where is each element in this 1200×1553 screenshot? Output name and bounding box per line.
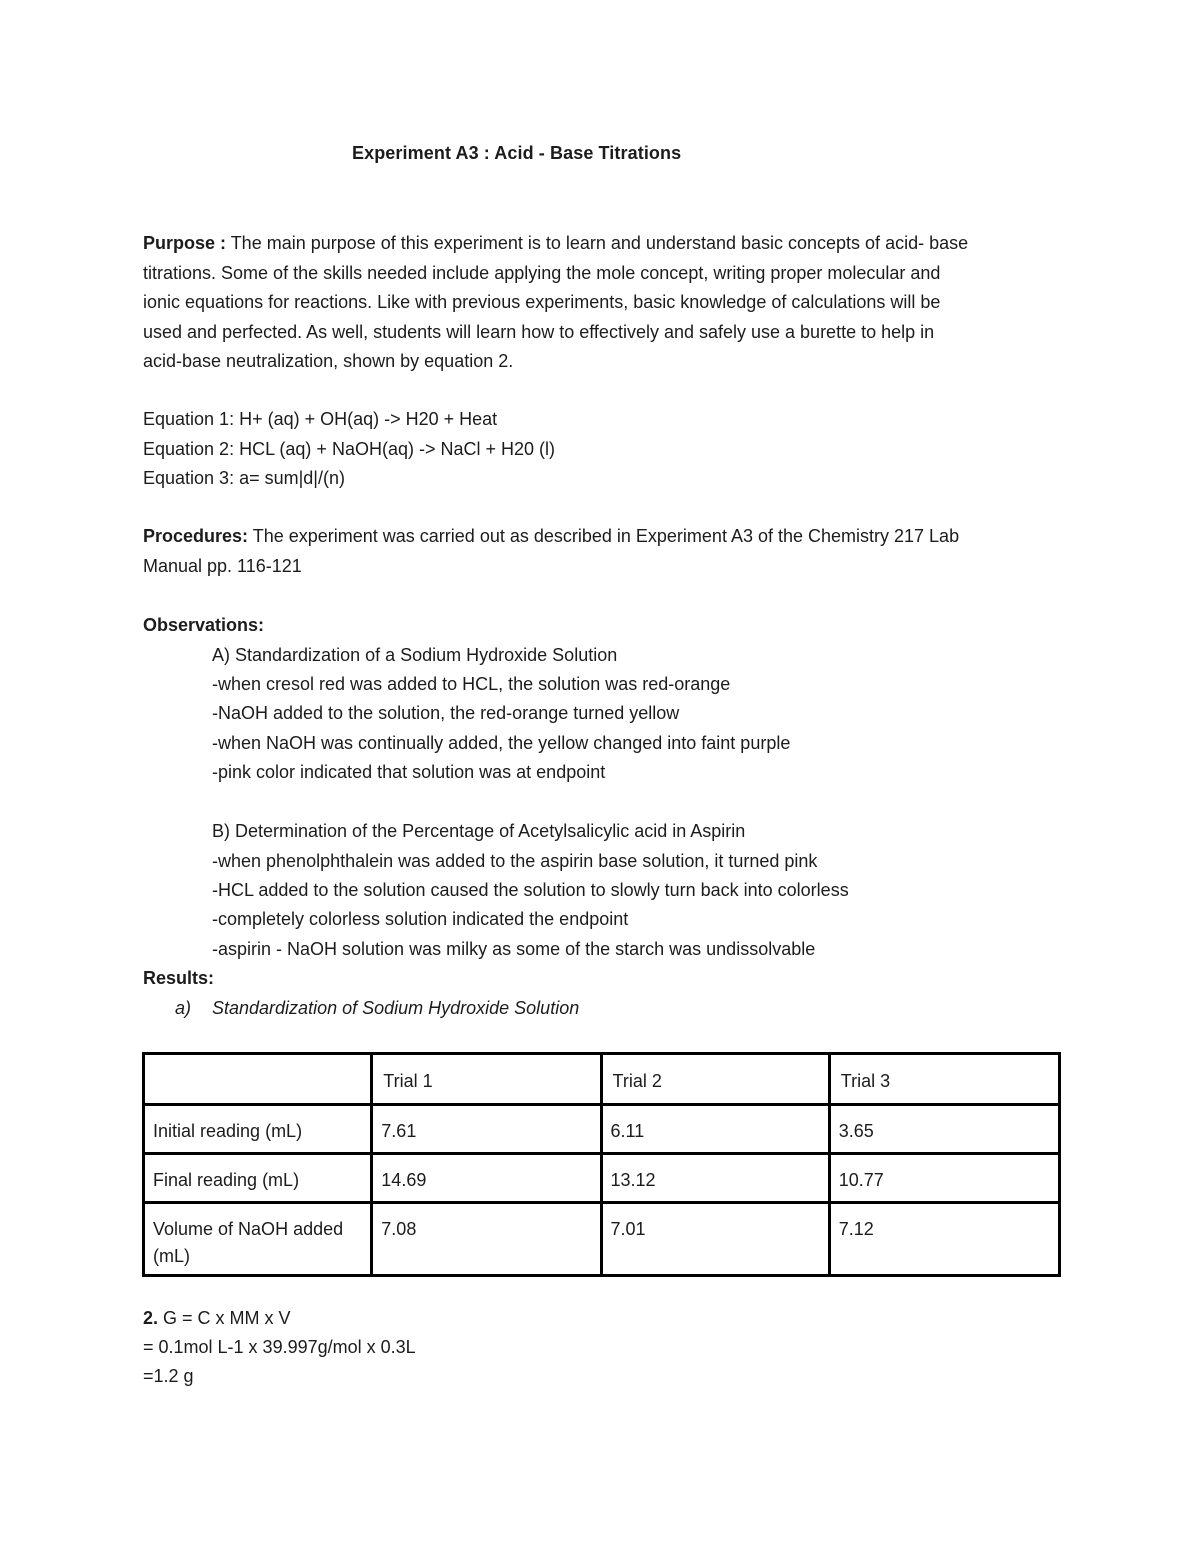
table-cell: 7.12 <box>829 1203 1059 1276</box>
table-header-cell: Trial 1 <box>372 1054 601 1105</box>
observation-a-item: -NaOH added to the solution, the red-orange turned yellow <box>212 703 680 723</box>
table-cell: Volume of NaOH added (mL) <box>144 1203 372 1276</box>
equation-3: Equation 3: a= sum|d|/(n) <box>143 468 345 488</box>
results-label: Results: <box>143 968 215 988</box>
table-row <box>144 1203 1060 1276</box>
purpose-line-4: used and perfected. As well, students will learn how to effectively and safely use a burette to help in <box>143 321 935 342</box>
observation-b-item: -HCL added to the solution caused the solution to slowly turn back into colorless <box>212 880 849 900</box>
purpose-line-2: titrations. Some of the skills needed include applying the mole concept, writing proper molecular and <box>143 262 941 283</box>
document-title: Experiment A3 : Acid - Base Titrations <box>352 143 682 163</box>
table-header-cell: Trial 3 <box>829 1054 1059 1105</box>
observation-b-item: -completely colorless solution indicated the endpoint <box>212 909 629 929</box>
procedures-line-2: Manual pp. 116-121 <box>143 555 302 576</box>
table-cell: 14.69 <box>372 1154 601 1203</box>
table-cell: Final reading (mL) <box>144 1154 372 1203</box>
calculation-formula: G = C x MM x V <box>158 1308 291 1328</box>
procedures-label: Procedures: <box>143 526 249 546</box>
table-header-row <box>144 1054 1060 1105</box>
results-sub-title: Standardization of Sodium Hydroxide Solution <box>212 998 580 1018</box>
table-cell: 7.61 <box>372 1105 601 1154</box>
purpose-line-3: ionic equations for reactions. Like with previous experiments, basic knowledge of calculations will be <box>143 292 941 312</box>
table-cell: 7.08 <box>372 1203 601 1276</box>
observation-b-item: -aspirin - NaOH solution was milky as some of the starch was undissolvable <box>212 939 816 959</box>
results-table <box>142 1052 1061 1277</box>
purpose-line-1: The main purpose of this experiment is to learn and understand basic concepts of acid- base <box>226 233 969 253</box>
observations-a-title: A) Standardization of a Sodium Hydroxide Solution <box>212 645 618 665</box>
calculation-label: 2. <box>143 1308 159 1328</box>
table-row <box>144 1105 1060 1154</box>
results-sub-label: a) <box>175 998 192 1018</box>
purpose-section <box>143 229 1058 377</box>
table-cell: Initial reading (mL) <box>144 1105 372 1154</box>
purpose-line-5: acid-base neutralization, shown by equation 2. <box>143 351 514 371</box>
purpose-label: Purpose : <box>143 233 227 253</box>
calculation-line-2: = 0.1mol L-1 x 39.997g/mol x 0.3L <box>143 1337 416 1357</box>
table-cell: 6.11 <box>601 1105 829 1154</box>
procedures-section <box>143 522 1058 581</box>
calculation-line-1 <box>143 1304 291 1334</box>
calculation-line-3: =1.2 g <box>143 1366 194 1386</box>
table-cell: 7.01 <box>601 1203 829 1276</box>
observation-a-item: -when cresol red was added to HCL, the solution was red-orange <box>212 674 731 694</box>
table-header-cell: Trial 2 <box>601 1054 829 1105</box>
observations-b-title: B) Determination of the Percentage of Acetylsalicylic acid in Aspirin <box>212 821 746 841</box>
observation-b-item: -when phenolphthalein was added to the aspirin base solution, it turned pink <box>212 851 818 871</box>
table-cell: 3.65 <box>829 1105 1059 1154</box>
observation-a-item: -pink color indicated that solution was at endpoint <box>212 762 606 782</box>
results-subheading <box>175 994 579 1024</box>
equation-2: Equation 2: HCL (aq) + NaOH(aq) -> NaCl + H20 (l) <box>143 439 555 459</box>
equation-1: Equation 1: H+ (aq) + OH(aq) -> H20 + Heat <box>143 409 498 429</box>
observation-a-item: -when NaOH was continually added, the yellow changed into faint purple <box>212 733 791 753</box>
table-header-cell <box>144 1054 372 1105</box>
observations-label: Observations: <box>143 615 265 635</box>
table-cell: 13.12 <box>601 1154 829 1203</box>
procedures-line-1: The experiment was carried out as described in Experiment A3 of the Chemistry 217 Lab <box>248 526 960 546</box>
table-row <box>144 1154 1060 1203</box>
table-cell: 10.77 <box>829 1154 1059 1203</box>
